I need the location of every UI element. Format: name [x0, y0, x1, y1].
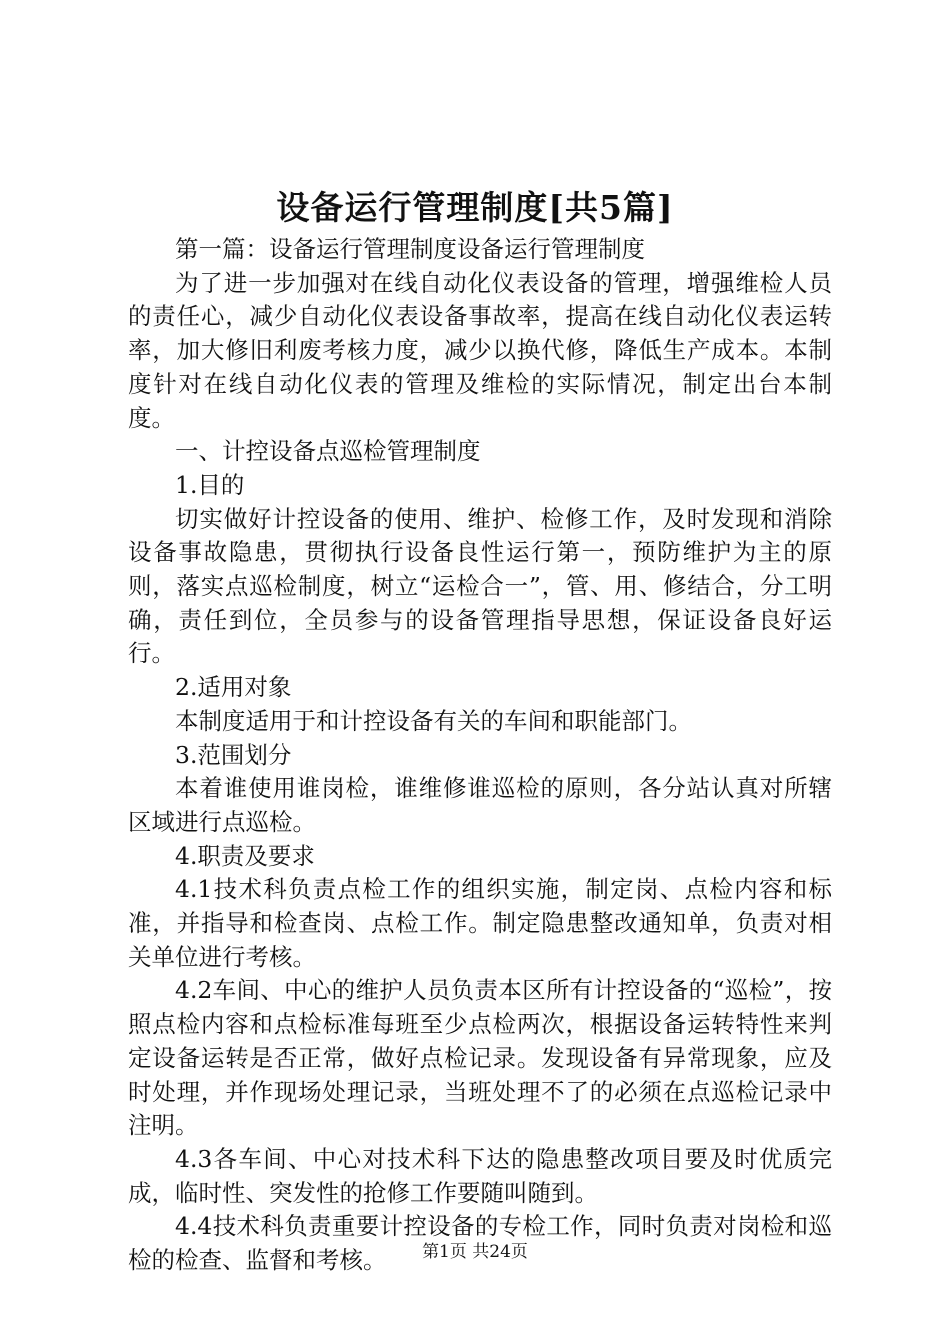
paragraph: 切实做好计控设备的使用、维护、检修工作，及时发现和消除设备事故隐患，贯彻执行设备良性运行第一，预防维护为主的原则，落实点巡检制度，树立“运检合一”，管、用、修结合，分工明确，责任到位，全员参与的设备管理指导思想，保证设备良好运行。 — [128, 504, 832, 668]
subsection-heading: 2.适用对象 — [175, 673, 292, 702]
paragraph: 4.4技术科负责重要计控设备的专检工作，同时负责对岗检和巡检的检查、监督和考核。 — [128, 1212, 832, 1275]
subsection-heading: 4.职责及要求 — [175, 841, 315, 870]
paragraph: 4.2车间、中心的维护人员负责本区所有计控设备的“巡检”，按照点检内容和点检标准每班至少点检两次，根据设备运转特性来判定设备运转是否正常，做好点检记录。发现设备有异常现象，应及时处理，并作现场处理记录，当班处理不了的必须在点巡检记录中注明。 — [128, 976, 832, 1140]
subsection-heading: 3.范围划分 — [175, 740, 292, 769]
paragraph: 本制度适用于和计控设备有关的车间和职能部门。 — [175, 706, 692, 735]
document-title: 设备运行管理制度[共5篇] — [276, 188, 674, 227]
paragraph: 本着谁使用谁岗检，谁维修谁巡检的原则，各分站认真对所辖区域进行点巡检。 — [128, 774, 832, 836]
paragraph: 第一篇：设备运行管理制度设备运行管理制度 — [175, 235, 645, 263]
page-footer: 第1页 共24页 — [422, 1242, 528, 1262]
document-body — [128, 233, 832, 1278]
subsection-heading: 1.目的 — [175, 470, 245, 499]
paragraph: 4.3各车间、中心对技术科下达的隐患整改项目要及时优质完成，临时性、突发性的抢修工作要随叫随到。 — [128, 1144, 832, 1207]
section-heading: 一、计控设备点巡检管理制度 — [175, 437, 481, 466]
paragraph: 为了进一步加强对在线自动化仪表设备的管理，增强维检人员的责任心，减少自动化仪表设备事故率，提高在线自动化仪表运转率，加大修旧利废考核力度，减少以换代修，降低生产成本。本制度针对在线自动化仪表的管理及维检的实际情况，制定出台本制度。 — [128, 268, 832, 432]
paragraph: 4.1技术科负责点检工作的组织实施，制定岗、点检内容和标准，并指导和检查岗、点检工作。制定隐患整改通知单，负责对相关单位进行考核。 — [128, 875, 832, 971]
